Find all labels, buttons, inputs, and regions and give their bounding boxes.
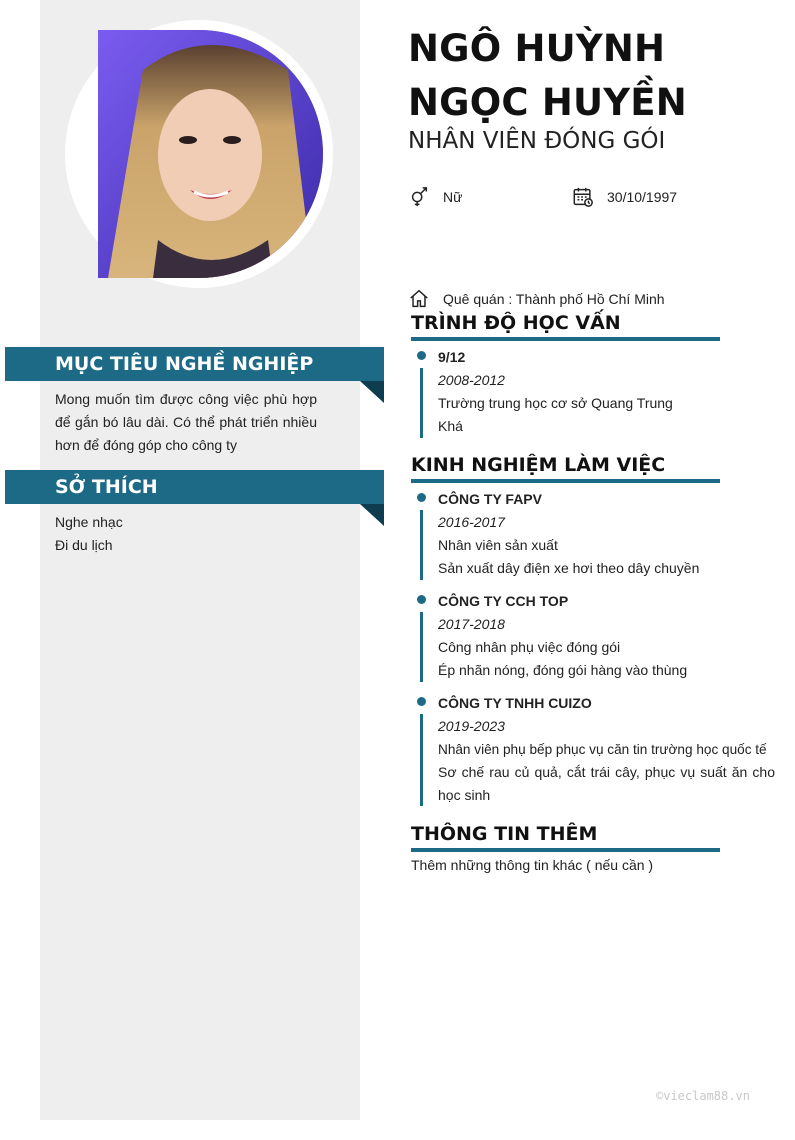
objective-heading: MỤC TIÊU NGHỀ NGHIỆP (5, 347, 384, 381)
home-icon (408, 288, 430, 310)
additional-text: Thêm những thông tin khác ( nếu cần ) (411, 857, 654, 873)
hobbies-fold (360, 504, 384, 526)
objective-fold (360, 381, 384, 403)
hobbies-heading: SỞ THÍCH (5, 470, 384, 504)
education-item (416, 346, 776, 438)
timeline-dot (417, 697, 426, 706)
education-grade: 9/12 (438, 349, 466, 365)
hobbies-list (55, 511, 317, 557)
objective-text: Mong muốn tìm được công việc phù hợp để gắn bó lâu dài. Có thể phát triển nhiều hơn để đóng góp cho công ty (55, 391, 317, 453)
birthday-value: 30/10/1997 (607, 189, 678, 205)
experience-item (416, 488, 776, 580)
birthday-info (572, 186, 677, 208)
hometown-value: Quê quán : Thành phố Hồ Chí Minh (443, 291, 665, 307)
hobby-item: Nghe nhạc (55, 514, 123, 530)
gender-info (408, 186, 462, 208)
watermark: ©vieclam88.vn (656, 1089, 750, 1103)
timeline-line (420, 714, 423, 806)
experience-period: 2017-2018 (438, 616, 505, 632)
experience-company: CÔNG TY FAPV (438, 491, 542, 507)
timeline-dot (417, 595, 426, 604)
experience-period: 2016-2017 (438, 514, 505, 530)
gender-icon (408, 186, 430, 208)
timeline-dot (417, 493, 426, 502)
timeline-line (420, 612, 423, 682)
education-school: Trường trung học cơ sở Quang Trung (438, 395, 673, 411)
additional-heading: THÔNG TIN THÊM (411, 821, 720, 852)
experience-company: CÔNG TY CCH TOP (438, 593, 569, 609)
timeline-line (420, 368, 423, 438)
education-rank: Khá (438, 418, 463, 434)
gender-value: Nữ (443, 189, 463, 205)
experience-position: Công nhân phụ việc đóng gói (438, 639, 621, 655)
experience-description: Sơ chế rau củ quả, cắt trái cây, phục vụ suất ăn cho học sinh (438, 764, 775, 803)
job-title: NHÂN VIÊN ĐÓNG GÓI (408, 128, 666, 154)
hobby-item: Đi du lịch (55, 537, 113, 553)
experience-description: Sản xuất dây điện xe hơi theo dây chuyền (438, 560, 700, 576)
full-name: NGÔ HUỲNH NGỌC HUYỀN (408, 27, 687, 124)
experience-position: Nhân viên phụ bếp phục vụ căn tin trường học quốc tế (438, 742, 767, 757)
education-heading: TRÌNH ĐỘ HỌC VẤN (411, 310, 720, 341)
experience-description: Ép nhãn nóng, đóng gói hàng vào thùng (438, 662, 688, 678)
hometown-info (408, 288, 665, 310)
timeline-dot (417, 351, 426, 360)
experience-heading: KINH NGHIỆM LÀM VIỆC (411, 452, 720, 483)
timeline-line (420, 510, 423, 580)
experience-period: 2019-2023 (438, 718, 505, 734)
experience-item (416, 692, 776, 807)
experience-company: CÔNG TY TNHH CUIZO (438, 695, 592, 711)
experience-item (416, 590, 776, 682)
calendar-icon (572, 186, 594, 208)
experience-position: Nhân viên sản xuất (438, 537, 558, 553)
education-period: 2008-2012 (438, 372, 505, 388)
